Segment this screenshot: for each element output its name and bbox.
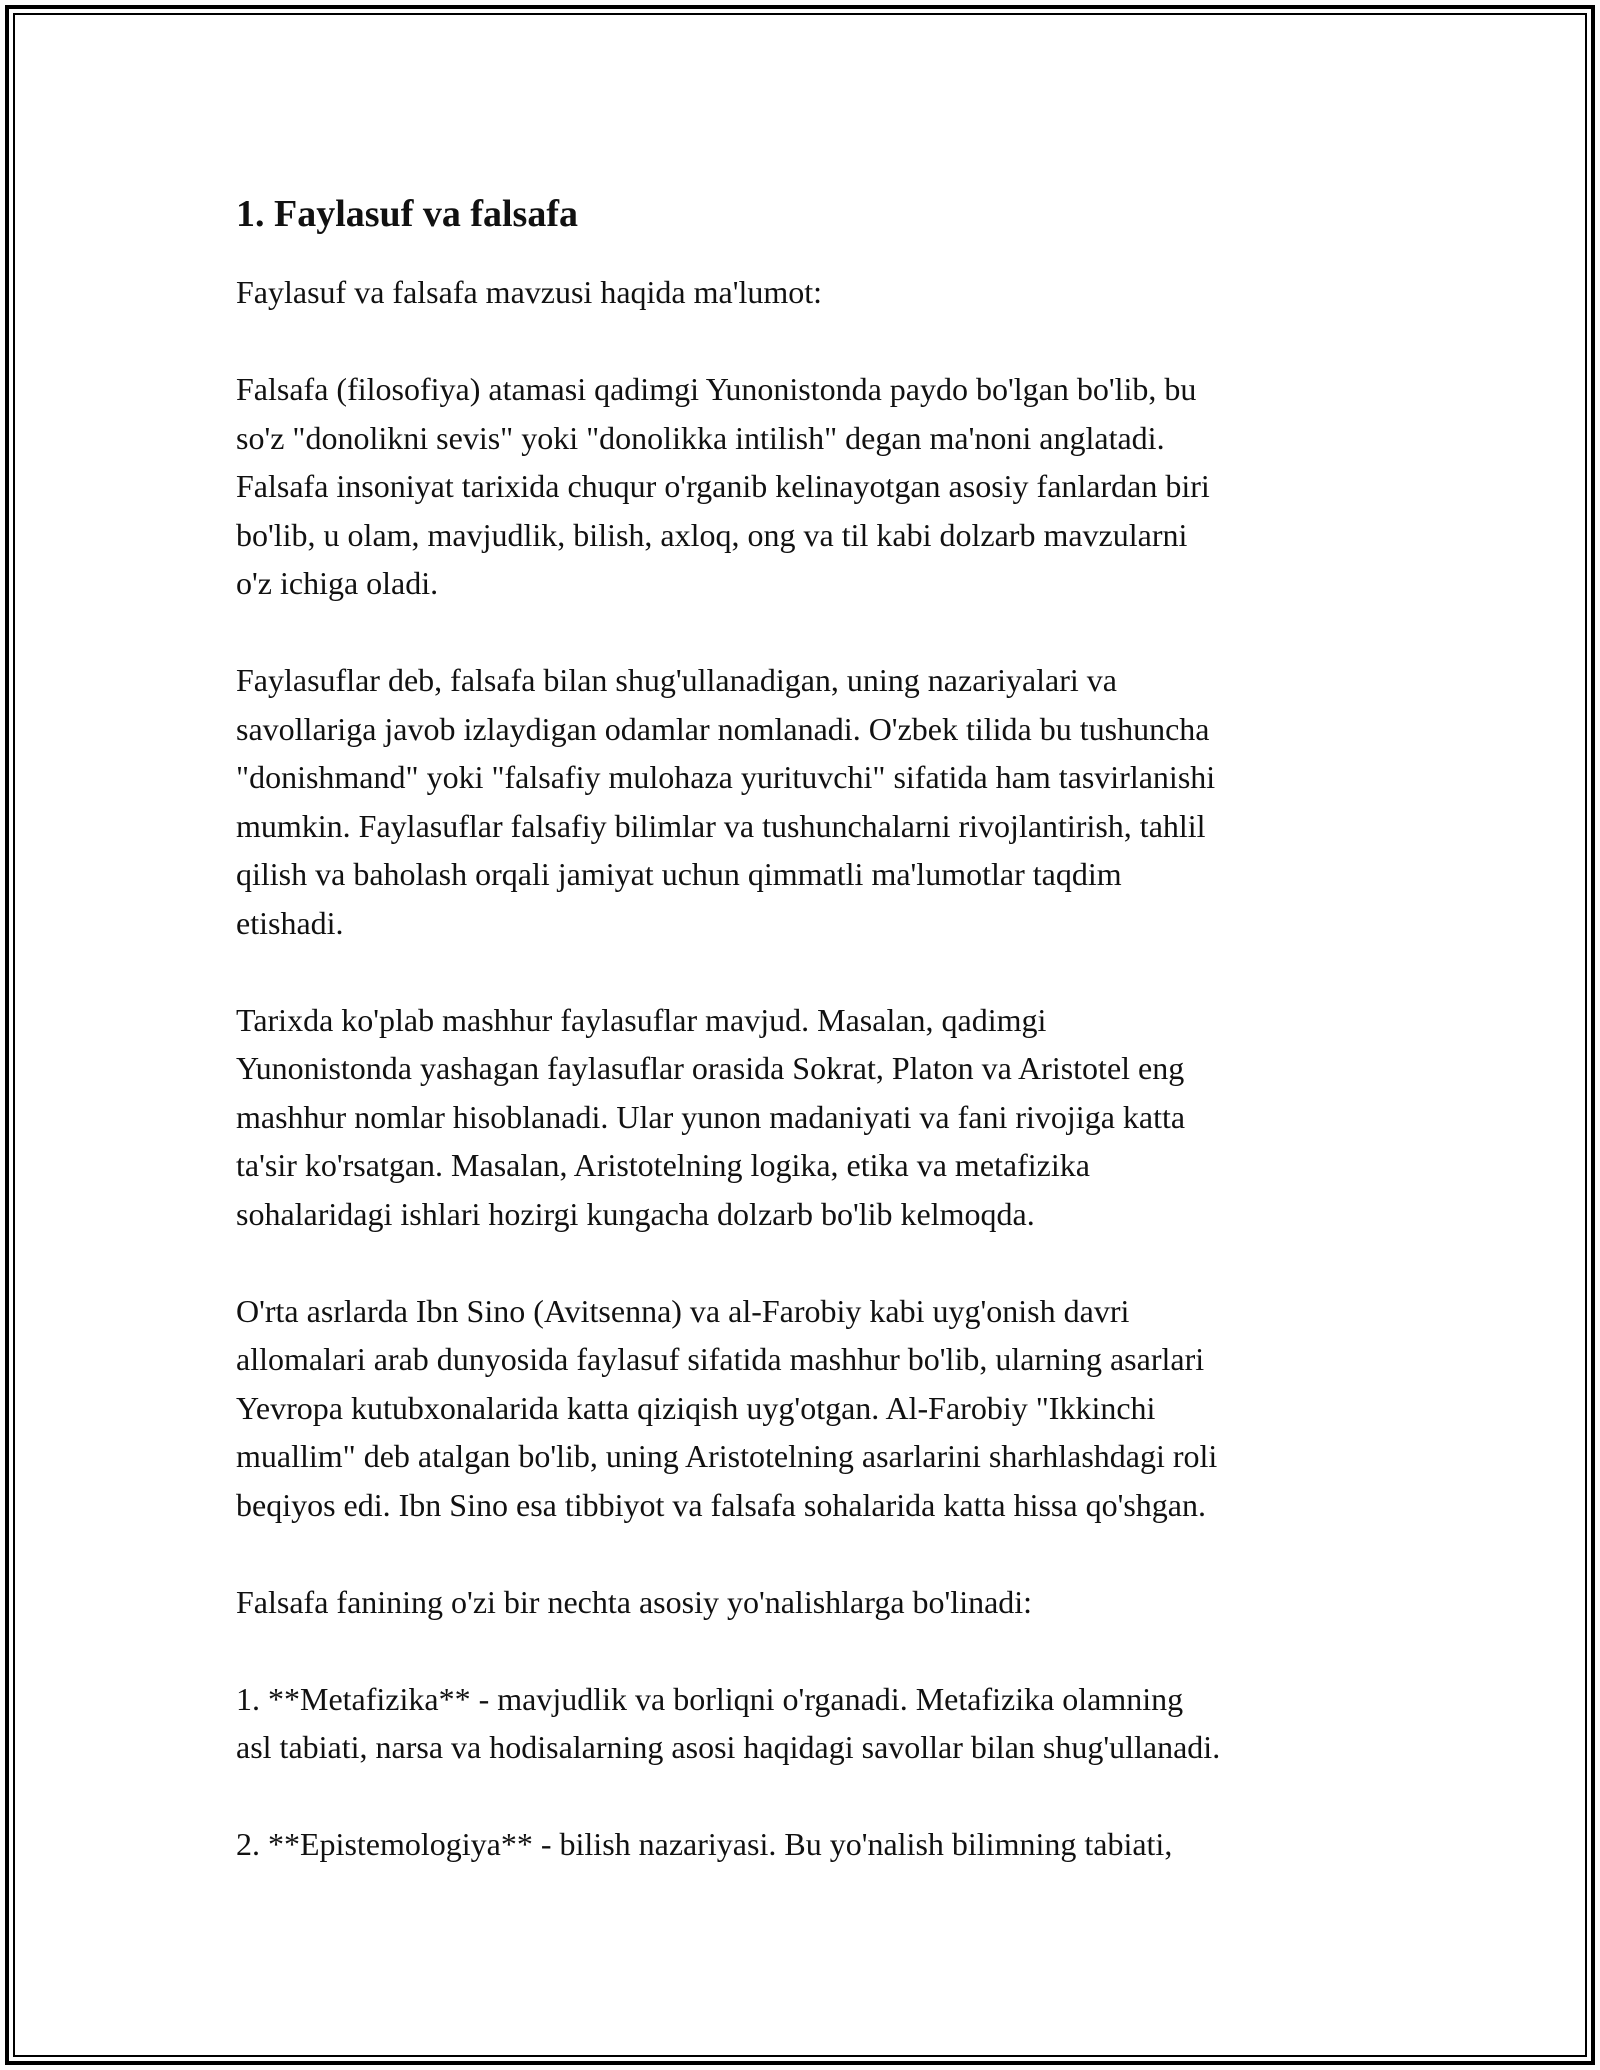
list-item-metafizika: 1. **Metafizika** - mavjudlik va borliqni o'rganadi. Metafizika olamning asl tabiati, narsa va hodisalarning asosi haqidagi savollar bilan shug'ullanadi. xyxy=(236,1680,1221,1765)
paragraph-branches-intro: Falsafa fanining o'zi bir nechta asosiy yo'nalishlarga bo'linadi: xyxy=(236,1583,1033,1620)
paragraph-faylasuflar: Faylasuflar deb, falsafa bilan shug'ullanadigan, uning nazariyalari va savollariga javob izlaydigan odamlar nomlanadi. O'zbek tilida bu tushuncha "donishmand" yoki "falsafiy mulohaza yurituvchi" sifatida ham tasvirlanishi mumkin. Faylasuflar falsafiy bilimlar va tushunchalarni rivojlantirish, tahlil qilish va baholash orqali jamiyat uchun qimmatli ma'lumotlar taqdim etishadi. xyxy=(236,662,1216,941)
paragraph-intro: Faylasuf va falsafa mavzusi haqida ma'lumot: xyxy=(236,274,823,310)
paragraph-history: Tarixda ko'plab mashhur faylasuflar mavjud. Masalan, qadimgi Yunonistonda yashagan faylasuflar orasida Sokrat, Platon va Aristotel eng mashhur nomlar hisoblanadi. Ular yunon madaniyati va fani rivojiga katta ta'sir ko'rsatgan. Masalan, Aristotelning logika, etika va metafizika sohalaridagi ishlari hozirgi kungacha dolzarb bo'lib kelmoqda. xyxy=(236,1001,1186,1232)
paragraph-middle-ages: O'rta asrlarda Ibn Sino (Avitsenna) va al-Farobiy kabi uyg'onish davri allomalari arab dunyosida faylasuf sifatida mashhur bo'lib, ularning asarlari Yevropa kutubxonalarida katta qiziqish uyg'otgan. Al-Farobiy "Ikkinchi muallim" deb atalgan bo'lib, uning Aristotelning asarlarini sharhlashdagi roli beqiyos edi. Ibn Sino esa tibbiyot va falsafa sohalarida katta hissa qo'shgan. xyxy=(236,1292,1218,1523)
document-title: 1. Faylasuf va falsafa xyxy=(236,193,578,235)
document-body xyxy=(236,188,1386,1917)
paragraph-falsafa-definition: Falsafa (filosofiya) atamasi qadimgi Yunonistonda paydo bo'lgan bo'lib, bu so'z "donolikni sevis" yoki "donolikka intilish" degan ma'noni anglatadi. Falsafa insoniyat tarixida chuqur o'rganib kelinayotgan asosiy fanlardan biri bo'lib, u olam, mavjudlik, bilish, axloq, ong va til kabi dolzarb mavzularni o'z ichiga oladi. xyxy=(236,371,1210,601)
list-item-epistemologiya: 2. **Epistemologiya** - bilish nazariyasi. Bu yo'nalish bilimning tabiati, xyxy=(236,1826,1173,1862)
